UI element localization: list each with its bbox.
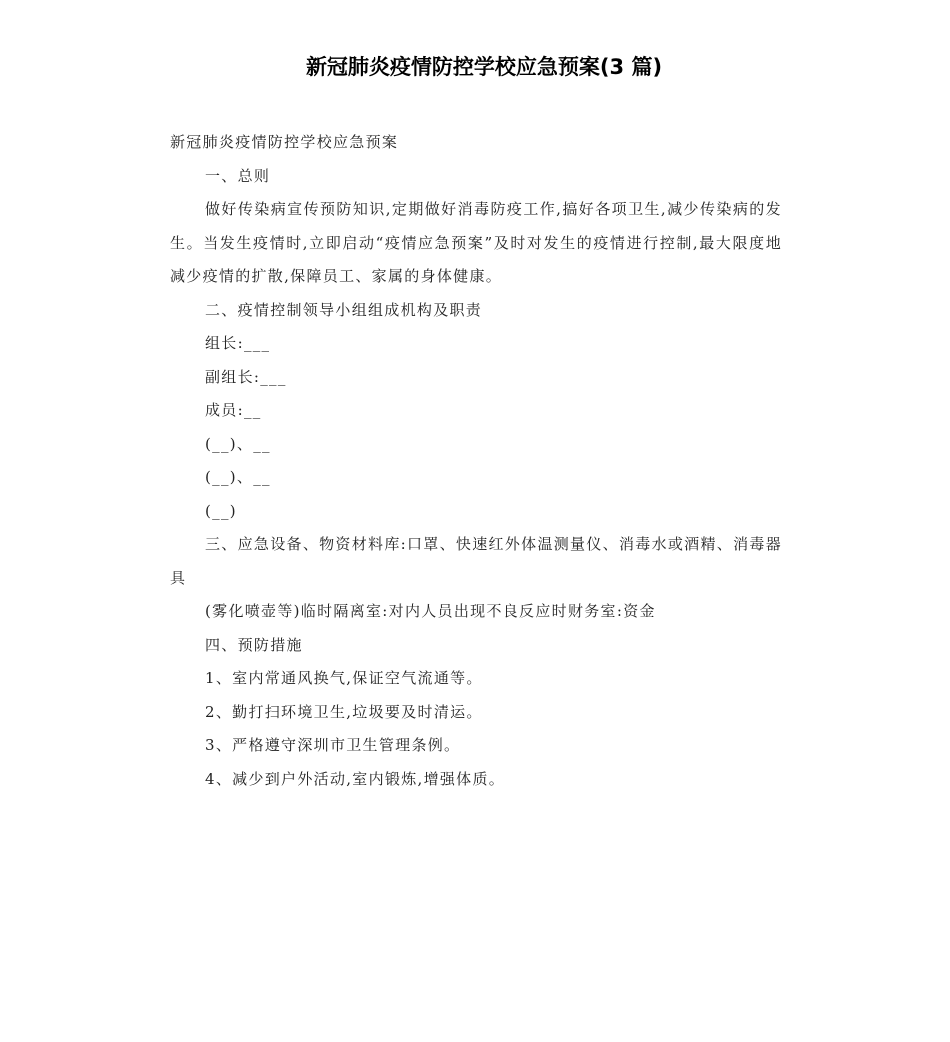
- document-body: [170, 126, 782, 796]
- paragraph-member-blank-3: (__): [205, 501, 237, 520]
- paragraph-member-blank-1: (__)、__: [205, 434, 271, 453]
- list-item-prevention-3: 3、严格遵守深圳市卫生管理条例。: [205, 736, 461, 754]
- paragraph-general-text: 做好传染病宣传预防知识,定期做好消毒防疫工作,搞好各项卫生,减少传染病的发生。当发生疫情时,立即启动“疫情应急预案”及时对发生的疫情进行控制,最大限度地减少疫情的扩散,保障员工、家属的身体健康。: [170, 200, 782, 285]
- paragraph-subtitle: 新冠肺炎疫情防控学校应急预案: [170, 133, 399, 151]
- paragraph-leader: 组长:___: [205, 334, 271, 352]
- paragraph-member-blank-2: (__)、__: [205, 468, 271, 486]
- list-item-prevention-1: 1、室内常通风换气,保证空气流通等。: [205, 669, 483, 687]
- section-heading-leadership: 二、疫情控制领导小组组成机构及职责: [205, 300, 483, 319]
- paragraph-deputy-leader: 副组长:___: [205, 367, 287, 386]
- document-title: 新冠肺炎疫情防控学校应急预案(3 篇): [305, 55, 663, 79]
- paragraph-isolation-room: (雾化喷壶等)临时隔离室:对内人员出现不良反应时财务室:资金: [205, 602, 656, 620]
- paragraph-members: 成员:__: [205, 401, 262, 419]
- section-heading-prevention: 四、预防措施: [205, 635, 303, 654]
- section-heading-equipment: 三、应急设备、物资材料库:口罩、快速红外体温测量仪、消毒水或酒精、消毒器具: [170, 535, 782, 587]
- list-item-prevention-2: 2、勤打扫环境卫生,垃圾要及时清运。: [205, 702, 483, 721]
- list-item-prevention-4: 4、减少到户外活动,室内锻炼,增强体质。: [205, 769, 506, 788]
- section-heading-general: 一、总则: [205, 166, 271, 185]
